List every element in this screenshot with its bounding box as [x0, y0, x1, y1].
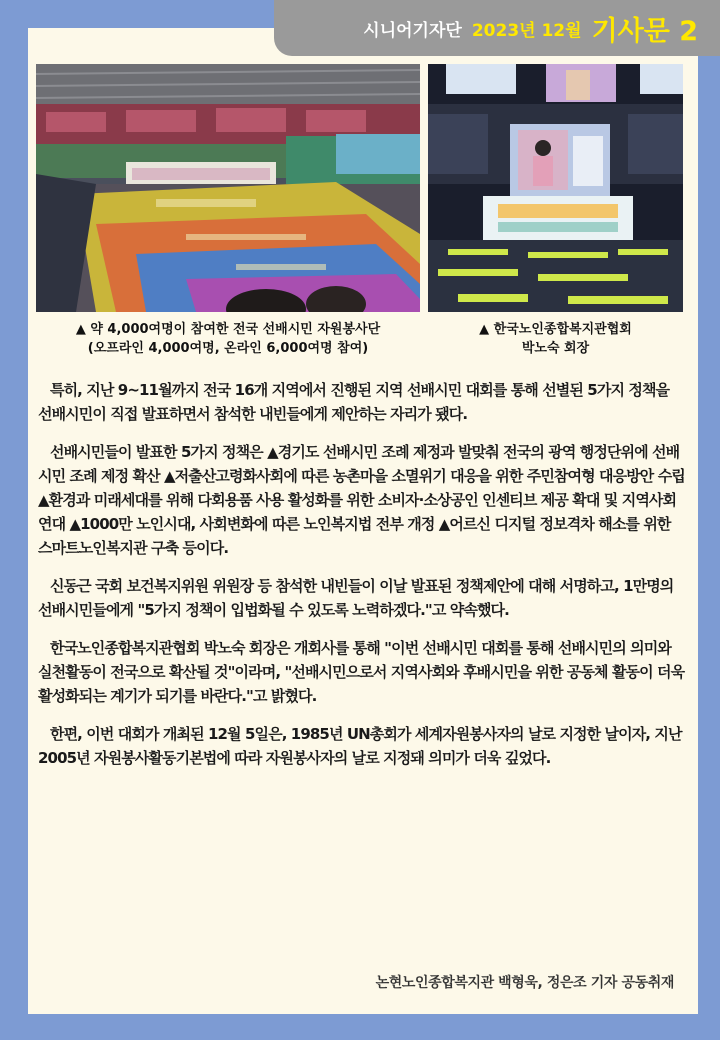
- article-paragraph: 특히, 지난 9~11월까지 전국 16개 지역에서 진행된 지역 선배시민 대회를 통해 선별된 5가지 정책을 선배시민이 직접 발표하면서 참석한 내빈들에게 제안하는 자리가 됐다.: [38, 381, 670, 423]
- right-photo-caption: [428, 320, 683, 358]
- reporter-byline: 논현노인종합복지관 백형욱, 정은조 기자 공동취재: [375, 975, 674, 991]
- section-name: 시니어기자단: [363, 20, 462, 41]
- chairperson-speech-photo: [428, 64, 683, 312]
- volunteers-arena-photo: [36, 64, 420, 312]
- article-paragraph: 선배시민들이 발표한 5가지 정책은 ▲경기도 선배시민 조례 제정과 발맞춰 전국의 광역 행정단위에 선배시민 조례 제정 확산 ▲저출산고령화사회에 따른 농촌마을 소멸위기 대응을 위한 주민참여형 대응방안 수립 ▲환경과 미래세대를 위해 다회용품 사용 활성화를 위한 소비자·소상공인 인센티브 제공 확대 및 지역사회 연대 ▲1000만 노인시대, 사회변화에 따른 노인복지법 전부 개정 ▲어르신 디지털 정보격차 해소를 위한 스마트노인복지관 구축 등이다.: [38, 443, 685, 557]
- left-caption-line1: ▲ 약 4,000여명이 참여한 전국 선배시민 자원봉사단: [75, 322, 381, 337]
- right-caption-line2: 박노숙 회장: [521, 341, 590, 356]
- article-body: [38, 378, 686, 784]
- article-label: 기사문 2: [591, 15, 698, 47]
- issue-date: 2023년 12월: [471, 20, 582, 41]
- article-paragraph: 한편, 이번 대회가 개최된 12월 5일은, 1985년 UN총회가 세계자원봉사자의 날로 지정한 날이자, 지난 2005년 자원봉사활동기본법에 따라 자원봉사자의 날로 지정돼 의미가 더욱 깊었다.: [38, 725, 682, 767]
- left-photo-caption: [36, 320, 420, 358]
- section-header: [274, 0, 720, 56]
- article-paragraph: 신동근 국회 보건복지위원 위원장 등 참석한 내빈들이 이날 발표된 정책제안에 대해 서명하고, 1만명의 선배시민들에게 "5가지 정책이 입법화될 수 있도록 노력하겠다."고 약속했다.: [38, 577, 674, 619]
- article-paragraph: 한국노인종합복지관협회 박노숙 회장은 개회사를 통해 "이번 선배시민 대회를 통해 선배시민의 의미와 실천활동이 전국으로 확산될 것"이라며, "선배시민으로서 지역사회와 후배시민을 위한 공동체 활동이 더욱 활성화되는 계기가 되기를 바란다."고 밝혔다.: [38, 639, 685, 705]
- right-caption-line1: ▲ 한국노인종합복지관협회: [479, 322, 632, 337]
- left-caption-line2: (오프라인 4,000여명, 온라인 6,000여명 참여): [87, 341, 369, 356]
